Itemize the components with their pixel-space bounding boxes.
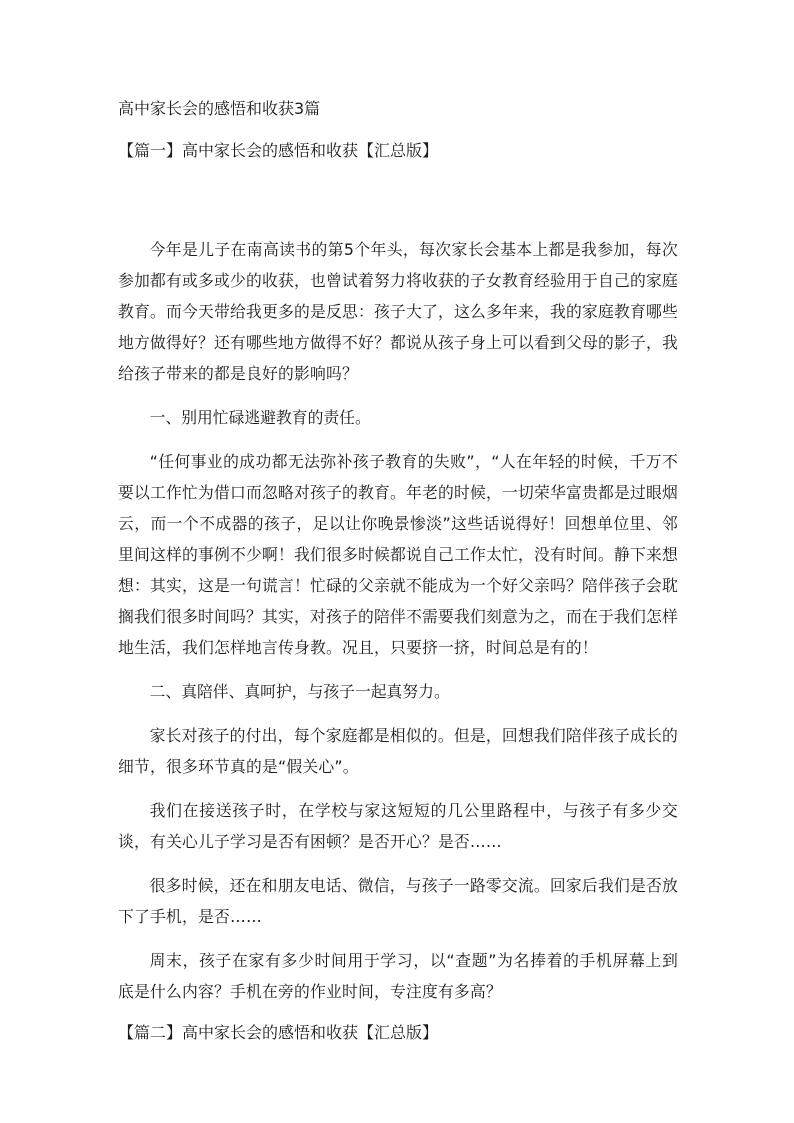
section-two-heading: 【篇二】高中家长会的感悟和收获【汇总版】 bbox=[118, 1023, 439, 1042]
document-title: 高中家长会的感悟和收获3篇 bbox=[118, 99, 321, 118]
blank-space bbox=[118, 164, 678, 234]
point-one-paragraph: “任何事业的成功都无法弥补孩子教育的失败”，“人在年轻的时候，千万不要以工作忙为借口而忽略对孩子的教育。年老的时候，一切荣华富贵都是过眼烟云，而一个不成器的孩子，足以让你晚景惨淡”这些话说得好！回想单位里、邻里间这样的事例不少啊！我们很多时候都说自己工作太忙，没有时间。静下来想想：其实，这是一句谎言！忙碌的父亲就不能成为一个好父亲吗？陪伴孩子会耽搁我们很多时间吗？其实，对孩子的陪伴不需要我们刻意为之，而在于我们怎样地生活，我们怎样地言传身教。况且，只要挤一挤，时间总是有的！ bbox=[118, 452, 678, 657]
document-page bbox=[118, 96, 678, 1046]
point-two-paragraph-3: 很多时候，还在和朋友电话、微信，与孩子一路零交流。回家后我们是否放下了手机，是否…… bbox=[118, 876, 678, 926]
point-two-paragraph-2: 我们在接送孩子时，在学校与家这短短的几公里路程中，与孩子有多少交谈，有关心儿子学习是否有困顿？是否开心？是否…… bbox=[118, 801, 678, 851]
point-two-paragraph-1: 家长对孩子的付出，每个家庭都是相似的。但是，回想我们陪伴孩子成长的细节，很多环节真的是“假关心”。 bbox=[118, 726, 678, 776]
point-one-heading: 一、别用忙碌逃避教育的责任。 bbox=[149, 408, 371, 427]
intro-paragraph: 今年是儿子在南高读书的第5个年头，每次家长会基本上都是我参加，每次参加都有或多或少的收获，也曾试着努力将收获的子女教育经验用于自己的家庭教育。而今天带给我更多的是反思：孩子大了，这么多年来，我的家庭教育哪些地方做得好？还有哪些地方做得不好？都说从孩子身上可以看到父母的影子，我给孩子带来的都是良好的影响吗？ bbox=[118, 240, 678, 383]
section-one-heading: 【篇一】高中家长会的感悟和收获【汇总版】 bbox=[118, 141, 439, 160]
point-two-heading: 二、真陪伴、真呵护，与孩子一起真努力。 bbox=[149, 682, 450, 701]
point-two-paragraph-4: 周末，孩子在家有多少时间用于学习，以“查题”为名捧着的手机屏幕上到底是什么内容？手机在旁的作业时间，专注度有多高？ bbox=[118, 951, 678, 1001]
